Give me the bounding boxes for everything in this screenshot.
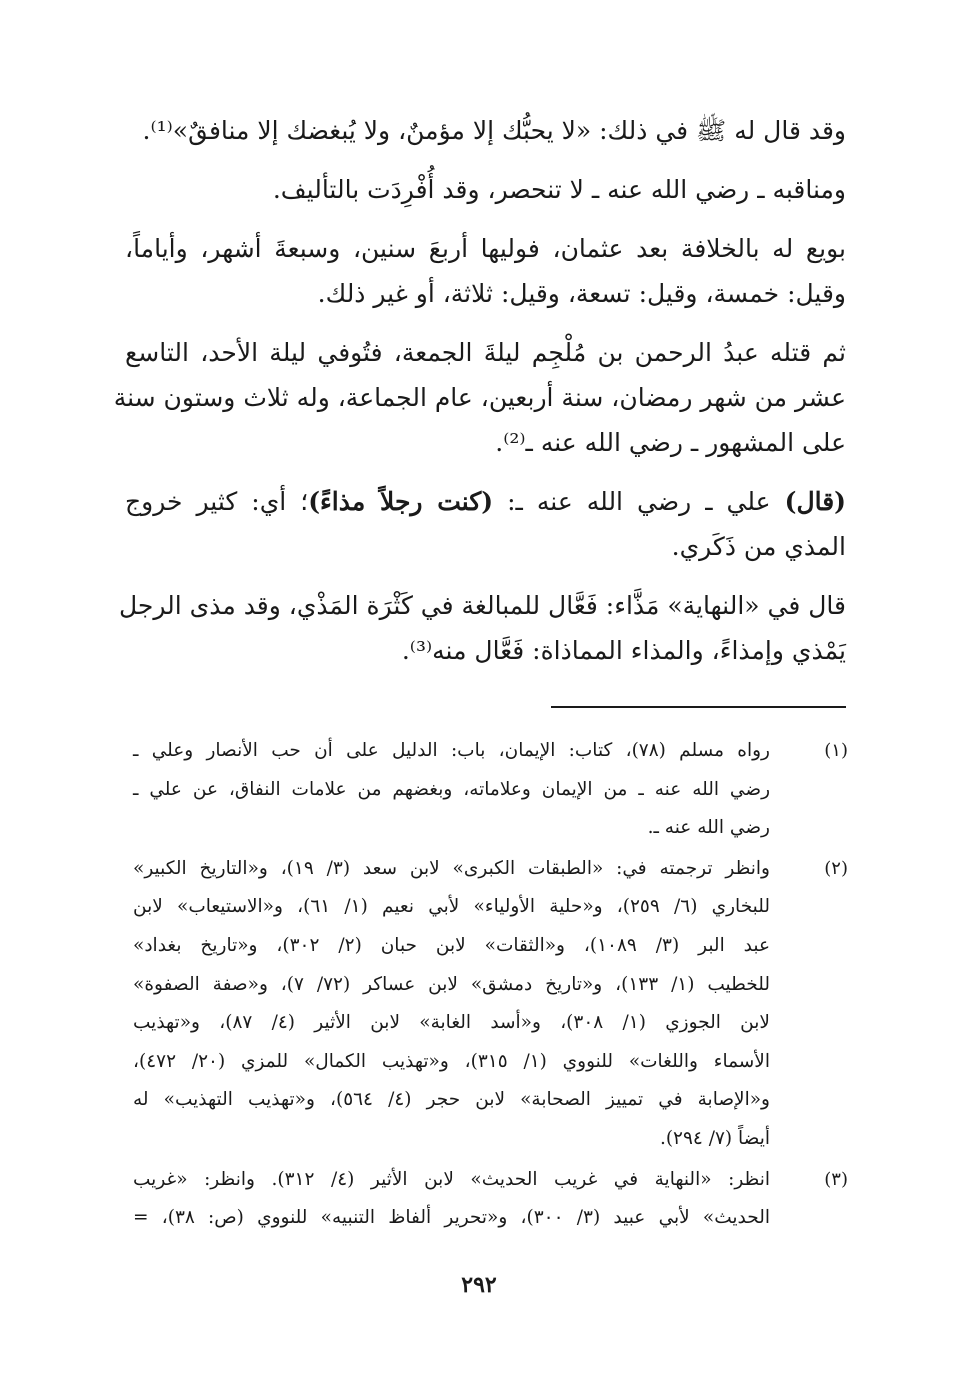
footnote-line: أيضاً (٧/ ٢٩٤). xyxy=(659,1127,770,1149)
paragraph-nihaya-line-2: يَمْذي وإمذاءً، والمذاء المماذاة: فَعَّال منه⁽³⁾. xyxy=(401,636,846,665)
paragraph-matn-line-1 xyxy=(125,479,846,524)
footnote-line: و«الإصابة في تمييز الصحابة» لابن حجر (٤/ ٥٦٤)، و«تهذيب التهذيب» له xyxy=(133,1089,770,1111)
matn-quote: (كنت رجلاً مذاءً) xyxy=(308,487,494,516)
paragraph-hadith-line-1: وقد قال له ﷺ في ذلك: «لا يحبُّك إلا مؤمنٌ، ولا يُبغضك إلا منافقٌ»⁽¹⁾. xyxy=(142,116,846,145)
footnote-number: (١) xyxy=(824,740,848,761)
footnote-1 xyxy=(133,732,848,848)
footnote-line: عبد البر (٣/ ١٠٨٩)، و«الثقات» لابن حبان (٢/ ٣٠٢)، و«تاريخ بغداد» xyxy=(133,934,770,956)
footnote-line: رضي الله عنه ـ من الإيمان وعلاماته، وبغضهم من علامات النفاق، عن علي ـ xyxy=(133,778,770,800)
matn-qal: (قال) xyxy=(784,487,846,516)
matn-ali: علي ـ رضي الله عنه ـ: xyxy=(493,487,785,516)
footnote-number: (٢) xyxy=(824,857,848,879)
footnote-line: رواه مسلم (٧٨)، كتاب: الإيمان، باب: الدليل على أن حب الأنصار وعلي ـ xyxy=(133,740,770,761)
footnote-line: رضي الله عنه ـ. xyxy=(647,817,770,839)
footnote-2 xyxy=(133,850,848,1159)
paragraph-caliphate-line-2: وقيل: خمسة، وقيل: تسعة، وقيل: ثلاثة، أو غير ذلك. xyxy=(317,279,846,308)
page-number: ٢٩٢ xyxy=(461,1272,497,1298)
footnote-line: انظر: «النهاية في غريب الحديث» لابن الأثير (٤/ ٣١٢). وانظر: «غريب xyxy=(133,1168,770,1190)
matn-explanation: ؛ أي: كثير خروج xyxy=(125,487,309,516)
footnotes xyxy=(133,732,848,1238)
footnote-line: لابن الجوزي (١/ ٣٠٨)، و«أسد الغابة» لابن الأثير (٤/ ٨٧)، و«تهذيب xyxy=(133,1012,770,1034)
paragraph-matn-line-2: المذي من ذَكَري. xyxy=(671,532,846,561)
footnote-line: للخطيب (١/ ١٣٣)، و«تاريخ دمشق» لابن عساكر (٧٢/ ٧)، و«صفة الصفوة» xyxy=(133,973,770,995)
footnote-number: (٣) xyxy=(824,1168,848,1190)
main-text xyxy=(113,108,846,673)
paragraph-death-line-3: على المشهور ـ رضي الله عنه ـ⁽²⁾. xyxy=(495,428,846,457)
footnote-line: للبخاري (٦/ ٢٥٩)، و«حلية الأولياء» لأبي نعيم (١/ ٦١)، و«الاستيعاب» لابن xyxy=(133,896,770,918)
footnote-line: الأسماء واللغات» للنووي (١/ ٣١٥)، و«تهذيب الكمال» للمزي (٢٠/ ٤٧٢)، xyxy=(133,1050,770,1072)
paragraph-virtues-line-1: ومناقبه ـ رضي الله عنه ـ لا تنحصر، وقد أُفْرِدَت بالتأليف. xyxy=(272,175,846,204)
paragraph-death-line-2: عشر من شهر رمضان، سنة أربعين، عام الجماعة، وله ثلاث وستون سنة xyxy=(113,383,846,412)
paragraph-caliphate-line-1: بويع له بالخلافة بعد عثمان، فوليها أربعَ سنين، وسبعةَ أشهر، وأياماً، xyxy=(125,234,846,263)
paragraph-nihaya-line-1: قال في «النهاية» مَذَّاء: فَعَّال للمبالغة في كَثْرَة المَذْي، وقد مذى الرجل xyxy=(118,591,846,620)
paragraph-death-line-1: ثم قتله عبدُ الرحمن بن مُلْجِم ليلةَ الجمعة، فتُوفي ليلة الأحد، التاسع xyxy=(125,338,846,367)
footnote-separator xyxy=(551,706,846,708)
footnote-line: وانظر ترجمته في: «الطبقات الكبرى» لابن سعد (٣/ ١٩)، و«التاريخ الكبير» xyxy=(133,857,770,879)
footnote-3 xyxy=(133,1161,848,1238)
footnote-line: الحديث» لأبي عبيد (٣/ ٣٠٠)، و«تحرير ألفاظ التنبيه» للنووي (ص: ٣٨)، = xyxy=(133,1207,770,1229)
